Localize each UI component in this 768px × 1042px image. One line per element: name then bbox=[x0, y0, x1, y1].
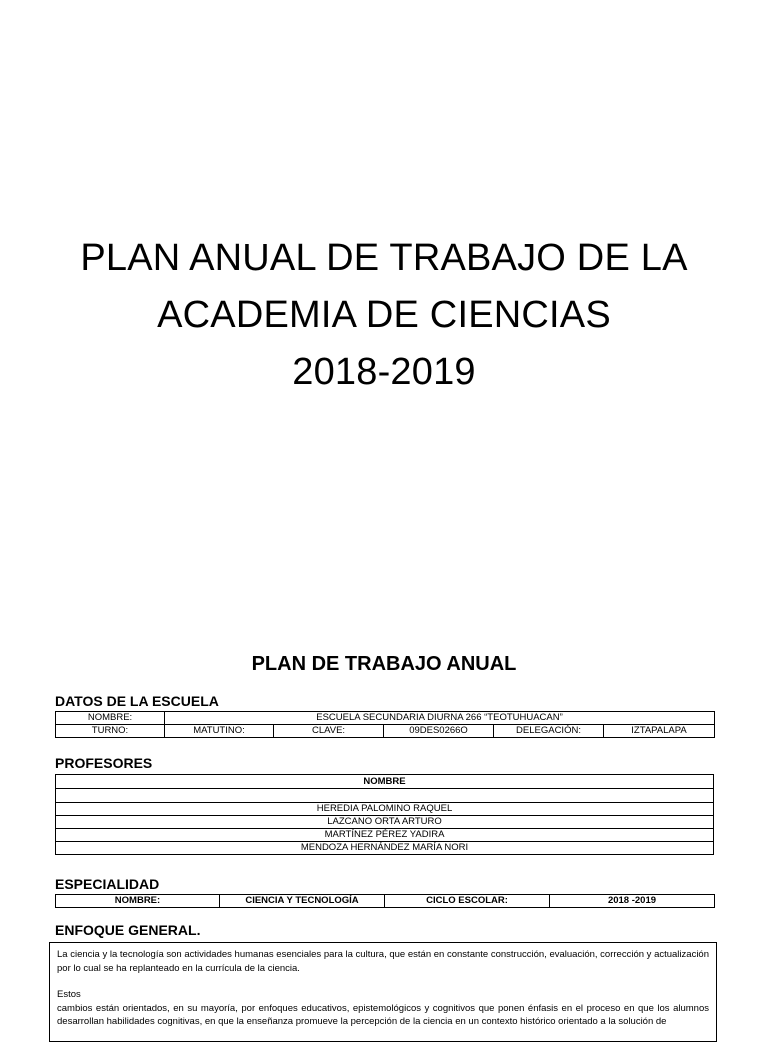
shift-value: MATUTINO: bbox=[165, 725, 274, 738]
cover-title-line-2: ACADEMIA DE CIENCIAS bbox=[157, 294, 611, 336]
teachers-heading: PROFESORES bbox=[55, 755, 153, 771]
school-name-label: NOMBRE: bbox=[56, 712, 165, 725]
cover-title-line-3: 2018-2019 bbox=[292, 351, 476, 393]
table-row bbox=[56, 895, 715, 908]
plan-title: PLAN DE TRABAJO ANUAL bbox=[251, 653, 517, 675]
table-row bbox=[56, 789, 714, 803]
teacher-name-cell: MARTÍNEZ PÉREZ YADIRA bbox=[56, 829, 714, 842]
teacher-name-cell bbox=[56, 789, 714, 803]
teacher-name-cell: MENDOZA HERNÁNDEZ MARÍA NORI bbox=[56, 842, 714, 855]
school-heading: DATOS DE LA ESCUELA bbox=[55, 693, 219, 709]
specialty-name-value: CIENCIA Y TECNOLOGÍA bbox=[220, 895, 385, 908]
specialty-heading: ESPECIALIDAD bbox=[55, 876, 160, 892]
cover-title bbox=[0, 230, 768, 401]
specialty-table bbox=[55, 894, 715, 908]
teachers-table bbox=[55, 774, 714, 855]
approach-heading: ENFOQUE GENERAL. bbox=[55, 922, 201, 938]
code-value: 09DES0266O bbox=[384, 725, 494, 738]
delegation-label: DELEGACIÓN: bbox=[494, 725, 604, 738]
teachers-column-header: NOMBRE bbox=[56, 775, 714, 789]
delegation-value: IZTAPALAPA bbox=[604, 725, 715, 738]
specialty-name-label: NOMBRE: bbox=[56, 895, 220, 908]
cover-title-line-1: PLAN ANUAL DE TRABAJO DE LA bbox=[80, 237, 688, 279]
approach-text-box bbox=[49, 942, 717, 1042]
approach-paragraph-2-intro: Estos bbox=[57, 989, 81, 1000]
table-row bbox=[56, 842, 714, 855]
approach-paragraph-2: cambios están orientados, en su mayoría, por enfoques educativos, epistemológicos y cognitivos que ponen énfasis en el proceso en que los alumnos desarrollan habilidades cognitivas, en que la enseñanza promueve la percepción de la ciencia en un contexto histórico orientado a la solución de bbox=[57, 1002, 709, 1027]
approach-paragraph-1: La ciencia y la tecnología son actividades humanas esenciales para la cultura, que están en constante construcción, evaluación, corrección y actualización por lo cual se ha replanteado en la currícula de la ciencia. bbox=[57, 949, 709, 974]
code-label: CLAVE: bbox=[274, 725, 384, 738]
table-row bbox=[56, 829, 714, 842]
table-header-row bbox=[56, 775, 714, 789]
table-row bbox=[56, 725, 715, 738]
table-row bbox=[56, 803, 714, 816]
table-row bbox=[56, 816, 714, 829]
table-row bbox=[56, 712, 715, 725]
shift-label: TURNO: bbox=[56, 725, 165, 738]
school-cycle-value: 2018 -2019 bbox=[550, 895, 715, 908]
school-table bbox=[55, 711, 715, 738]
teacher-name-cell: HEREDIA PALOMINO RAQUEL bbox=[56, 803, 714, 816]
school-name-value: ESCUELA SECUNDARIA DIURNA 266 “TEOTUHUACAN” bbox=[165, 712, 715, 725]
teacher-name-cell: LAZCANO ORTA ARTURO bbox=[56, 816, 714, 829]
school-cycle-label: CICLO ESCOLAR: bbox=[385, 895, 550, 908]
